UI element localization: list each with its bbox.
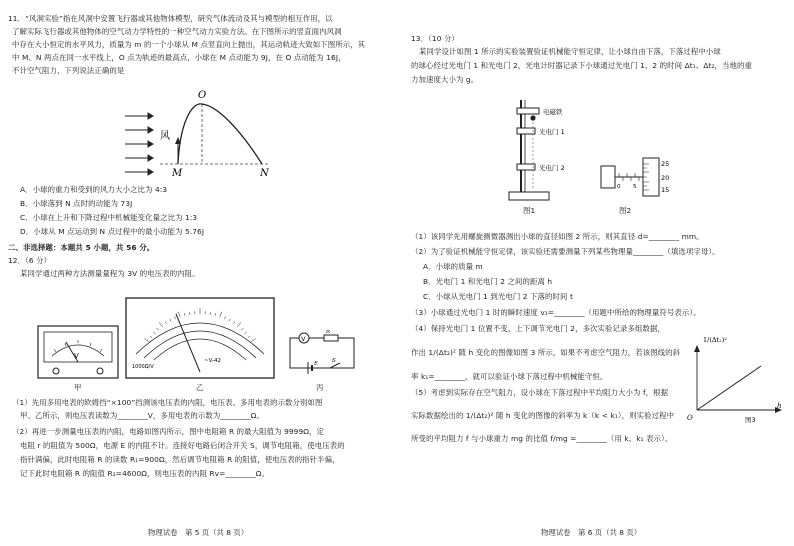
q13-line-1: 某同学设计如图 1 所示的实验装置验证机械能守恒定律，让小球自由下落，下落过程中小球: [419, 47, 721, 56]
point-o-label: O: [198, 90, 207, 101]
fig-jia-caption: 甲: [74, 383, 82, 392]
voltmeter-figure: [36, 324, 120, 380]
circuit-r-label: R: [326, 330, 331, 335]
q11-option-b: B．小球落到 N 点时的动能为 73J: [20, 199, 133, 208]
q13-part4-line-1: （4）保持光电门 1 位置不变，上下调节光电门 2，多次实验记录多组数据，: [411, 324, 665, 333]
q11-line-1: 11．“风洞实验”指在风洞中安置飞行器或其他物体模型，研究气体流动及其与模型的相互作用，以: [8, 14, 333, 23]
multimeter-scale-tick: [144, 339, 149, 342]
graph-origin-label: O: [687, 414, 693, 422]
voltmeter-v-symbol: V: [74, 352, 79, 360]
multimeter-scale-tick: [165, 322, 167, 324]
multimeter-scale-tick: [245, 332, 247, 334]
photogate-2-label: 光电门 2: [539, 164, 565, 172]
multimeter-scale-tick: [251, 339, 256, 342]
multimeter-figure: [124, 296, 276, 380]
micrometer-main-5: 5: [633, 184, 637, 190]
circuit-e-label: E: [314, 361, 319, 367]
q13-option-b: B．光电门 1 和光电门 2 之间的距离 h: [423, 277, 553, 286]
q12-part2-line-1: （2）再进一步测量电压表的内阻，电路如图丙所示，图中电阻箱 R 的最大阻值为 9999Ω，定: [12, 427, 325, 436]
q12-part1-line-2: 甲、乙所示，则电压表读数为________V，多用电表的示数为________Ω。: [20, 411, 264, 420]
multimeter-scale-tick: [248, 336, 250, 338]
q11-option-c: C．小球在上升和下降过程中机械能变化量之比为 1:3: [20, 213, 198, 222]
photogate-1-label: 光电门 1: [539, 128, 565, 136]
inverse-time-squared-graph: [683, 330, 787, 426]
q13-part5-line-1: （5）考虑到实际存在空气阻力，设小球在下落过程中平均阻力大小为 f，根据: [411, 388, 669, 397]
graph-y-label: 1/(Δt₂)²: [703, 336, 727, 344]
wind-trajectory-diagram: [120, 82, 290, 182]
q11-line-3: 中存在大小恒定的水平风力，质量为 m 的一个小球从 M 点竖直向上抛出，其运动轨迹大致如下图所示，其: [12, 40, 366, 49]
q12-intro: 某同学通过两种方法测量量程为 3V 的电压表的内阻。: [20, 269, 200, 278]
q12-part1-line-1: （1）先用多用电表的欧姆挡“×100”挡测该电压表的内阻，电压表、多用电表的示数分别如图: [12, 398, 323, 407]
q13-part3: （3）小球通过光电门 1 时的瞬时速度 v₁=________（用题中所给的物理量符号表示）。: [411, 308, 701, 317]
multimeter-model: ~V-42: [204, 358, 222, 364]
q12-part2-line-4: 记下此时电阻箱 R 的阻值 R₂=4600Ω，则电压表的内阻 Rv=________Ω。: [20, 469, 270, 478]
q11-option-a: A．小球的重力和受到的风力大小之比为 4:3: [20, 185, 168, 194]
figure-2-caption: 图2: [619, 206, 632, 215]
multimeter-scale-tick: [229, 319, 230, 322]
micrometer-tick-25: 25: [661, 160, 670, 168]
q11-line-5: 不计空气阻力，下列说法正确的是: [12, 66, 125, 75]
q13-line-2: 的球心经过光电门 1 和光电门 2，光电计时器记录下小球通过光电门 1、2 的时间 Δt₁、Δt₂，当地的重: [411, 61, 752, 70]
multimeter-scale-tick: [159, 322, 163, 327]
micrometer-figure: [597, 152, 681, 202]
q13-part5-line-2: 实际数据绘出的 1/(Δt₂)² 随 h 变化的图像的斜率为 k（k < k₁），则实验过程中: [411, 411, 675, 420]
q13-line-3: 力加速度大小为 g。: [411, 75, 479, 84]
q13-part4-line-3: 率 k₁=________，就可以验证小球下落过程中机械能守恒。: [411, 372, 608, 381]
q13-title: 13．（10 分）: [411, 34, 459, 43]
multimeter-scale-tick: [157, 328, 159, 330]
graph-caption: 图3: [745, 416, 756, 424]
q13-part2: （2）为了验证机械能守恒定律，该实验还需要测量下列某些物理量________（填选项字母）。: [411, 247, 720, 256]
fig-bing-caption: 丙: [316, 383, 324, 392]
multimeter-scale-tick: [170, 319, 171, 322]
q13-part4-line-2: 作出 1/(Δt₂)² 随 h 变化的图像如图 3 所示，如果不考虑空气阻力，若该图线的斜: [411, 348, 681, 357]
point-n-label: N: [260, 168, 269, 179]
q12-part2-line-3: 指针满偏，此时电阻箱 R 的读数 R₁=900Ω，然后调节电阻箱 R 的阻值，使电压表的指针半偏，: [20, 455, 340, 464]
q12-title: 12．（6 分）: [8, 256, 52, 265]
point-m-label: M: [172, 168, 183, 179]
circuit-figure: [284, 330, 360, 376]
q11-option-d: D．小球从 M 点运动到 N 点过程中的最小动能为 5.76J: [20, 227, 205, 236]
multimeter-scale-tick: [150, 336, 152, 338]
q13-part5-line-3: 所受的平均阻力 f 与小球重力 mg 的比值 f/mg =________（用 k、k₁ 表示）。: [411, 434, 673, 443]
multimeter-scale-tick: [178, 312, 180, 318]
q11-line-4: 中 M、N 两点在同一水平线上，O 点为轨迹的最高点，小球在 M 点动能为 9J，在 O 点动能为 16J，: [12, 53, 346, 62]
left-page-footer: 物理试卷 第 5 页（共 8 页）: [148, 528, 249, 537]
right-page-footer: 物理试卷 第 6 页（共 8 页）: [541, 528, 642, 537]
multimeter-spec: 1000Ω/V: [132, 364, 154, 370]
fig-yi-caption: 乙: [196, 383, 204, 392]
micrometer-main-0: 0: [617, 184, 621, 190]
q13-part1: （1）该同学先用螺旋测微器测出小球的直径如图 2 所示，则其直径 d=________ mm。: [411, 232, 704, 241]
micrometer-tick-15: 15: [661, 186, 670, 194]
q11-line-2: 了解实际飞行器或其他物体的空气动力学特性的一种空气动力实验方法。在下图所示的竖直面内风洞: [12, 27, 342, 36]
circuit-voltmeter-label: V: [301, 335, 306, 343]
multimeter-scale-tick: [184, 313, 185, 316]
section-heading: 二、非选择题：本题共 5 小题，共 56 分。: [8, 243, 155, 252]
q13-option-a: A．小球的质量 m: [423, 262, 483, 271]
q13-option-c: C．小球从光电门 1 到光电门 2 下落的时间 t: [423, 292, 573, 301]
q12-part2-line-2: 电阻 r 的阻值为 500Ω，电源 E 的内阻不计。连接好电路后闭合开关 S，调节电阻箱，使电压表的: [20, 441, 345, 450]
multimeter-scale-tick: [224, 316, 225, 319]
right-page: [397, 0, 794, 546]
multimeter-scale-tick: [215, 313, 216, 316]
multimeter-scale-tick: [153, 332, 155, 334]
multimeter-scale-tick: [233, 322, 235, 324]
photogate-apparatus-figure: [505, 96, 585, 208]
circuit-s-label: S: [332, 358, 336, 364]
multimeter-scale-tick: [210, 312, 211, 315]
wind-label: 风: [160, 131, 170, 142]
micrometer-tick-20: 20: [661, 174, 670, 182]
multimeter-scale-tick: [220, 312, 222, 318]
multimeter-scale-tick: [237, 322, 241, 327]
multimeter-scale-tick: [174, 316, 175, 319]
electromagnet-label: 电磁铁: [543, 108, 563, 116]
graph-x-label: h: [777, 402, 782, 410]
multimeter-scale-tick: [241, 328, 243, 330]
figure-1-caption: 图1: [523, 206, 536, 215]
multimeter-scale-tick: [189, 312, 190, 315]
